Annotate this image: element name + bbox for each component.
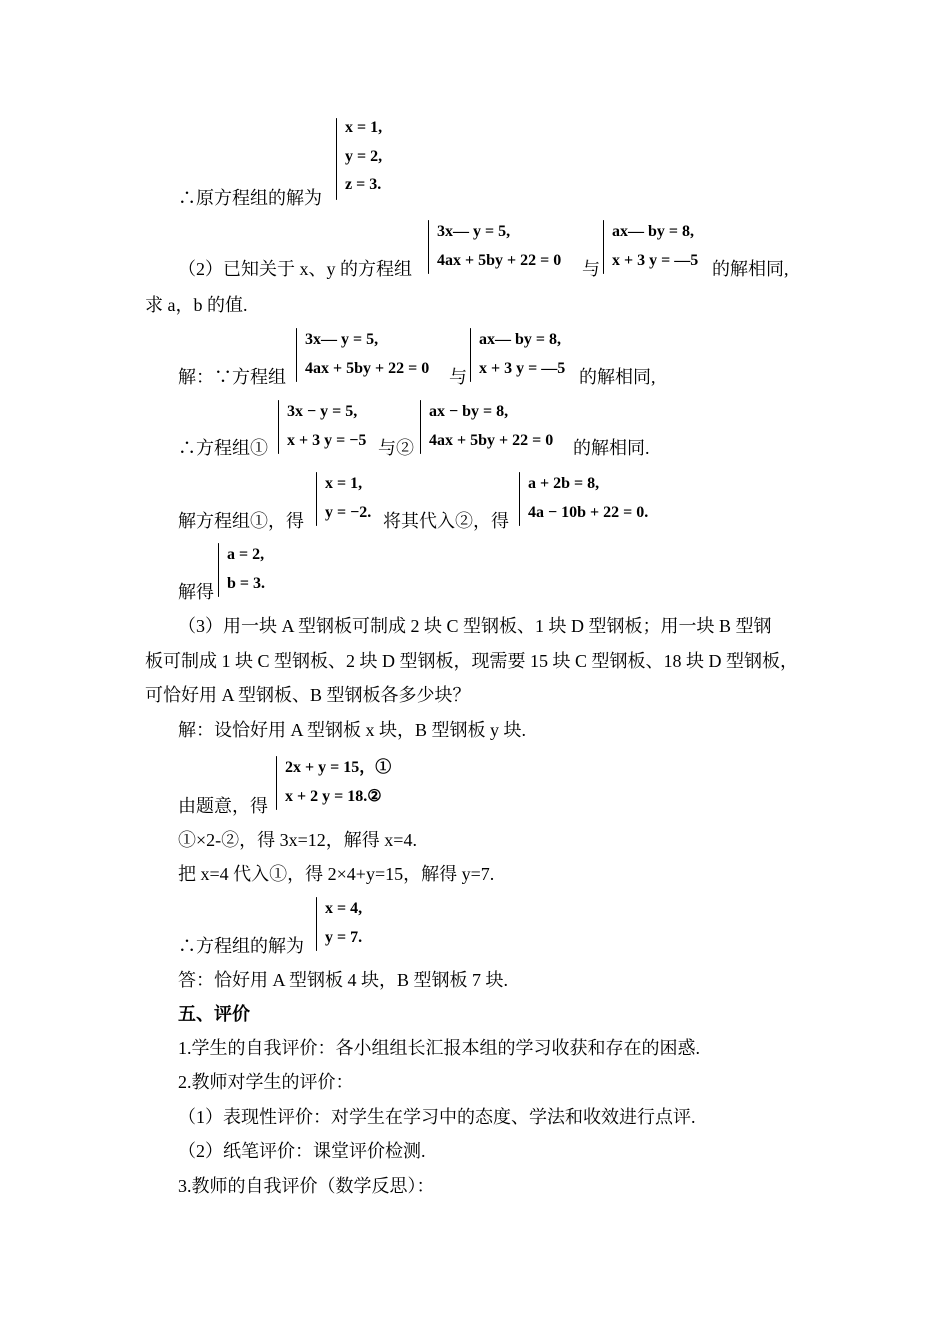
text-line: 的解相同,	[579, 367, 656, 387]
question-3-line: 板可制成 1 块 C 型钢板、2 块 D 型钢板，现需要 15 块 C 型钢板、18 块 D 型钢板，	[145, 651, 799, 671]
brace	[278, 400, 279, 454]
equation: x = 1,	[345, 119, 383, 136]
question-3-line: 可恰好用 A 型钢板、B 型钢板各多少块？	[145, 685, 471, 705]
text-line: 把 x=4 代入①，得 2×4+y=15，解得 y=7.	[178, 864, 495, 884]
equation: 4ax + 5by + 22 = 0	[429, 432, 554, 449]
equation-system-ab	[519, 472, 669, 528]
text-line: （1）表现性评价：对学生在学习中的态度、学法和收效进行点评.	[178, 1107, 696, 1127]
solution-system-ab	[218, 543, 288, 599]
equation: y = 7.	[325, 929, 363, 946]
equation-system-a	[296, 328, 446, 384]
equation: b = 3.	[227, 575, 266, 592]
equation: 3x— y = 5,	[437, 223, 511, 240]
text-line: ①×2-②，得 3x=12，解得 x=4.	[178, 830, 417, 850]
text-line: 将其代入②，得	[383, 511, 509, 531]
brace	[296, 328, 297, 382]
section-heading: 五、评价	[178, 1004, 250, 1024]
answer-line: 答：恰好用 A 型钢板 4 块，B 型钢板 7 块.	[178, 970, 509, 990]
text-connector: 与②	[378, 438, 414, 458]
equation-system-steel	[276, 756, 396, 812]
equation: 3x − y = 5,	[287, 403, 358, 420]
equation: 4ax + 5by + 22 = 0	[437, 252, 562, 269]
equation: x + 2 y = 18.②	[285, 788, 382, 805]
equation-system-b	[470, 328, 580, 384]
brace	[420, 400, 421, 454]
brace	[519, 472, 520, 526]
text-line: ∴方程组的解为	[178, 936, 304, 956]
text-line: 的解相同,	[712, 259, 789, 279]
brace	[603, 220, 604, 274]
equation: x + 3 y = −5	[287, 432, 367, 449]
question-3-line: （3）用一块 A 型钢板可制成 2 块 C 型钢板、1 块 D 型钢板；用一块 B 型钢	[178, 616, 772, 636]
equation-system-a	[428, 220, 578, 276]
text-line: （2）纸笔评价：课堂评价检测.	[178, 1141, 426, 1161]
brace	[470, 328, 471, 382]
equation: 4ax + 5by + 22 = 0	[305, 360, 430, 377]
equation: a = 2,	[227, 546, 265, 563]
brace	[316, 897, 317, 951]
equation: x + 3 y = —5	[479, 360, 566, 377]
text-connector: 与	[449, 367, 467, 387]
solution-system-xy	[316, 472, 386, 528]
brace	[316, 472, 317, 526]
equation: y = −2.	[325, 504, 372, 521]
text-line: 解：设恰好用 A 型钢板 x 块，B 型钢板 y 块.	[178, 720, 527, 740]
equation: x = 1,	[325, 475, 363, 492]
equation: z = 3.	[345, 176, 382, 193]
text-line: 解方程组①，得	[178, 511, 304, 531]
solution-system-xy	[316, 897, 386, 953]
equation: 3x— y = 5,	[305, 331, 379, 348]
text-line: 求 a，b 的值.	[145, 295, 248, 315]
brace	[336, 118, 337, 200]
equation-system-1	[278, 400, 383, 456]
text-line: 2.教师对学生的评价：	[178, 1072, 354, 1092]
equation: x + 3 y = —5	[612, 252, 699, 269]
equation: 4a − 10b + 22 = 0.	[528, 504, 649, 521]
text-connector: 与	[582, 259, 600, 279]
equation: x = 4,	[325, 900, 363, 917]
text-line: ∴原方程组的解为	[178, 188, 322, 208]
text-line: ∴方程组①	[178, 438, 268, 458]
equation-system-b	[603, 220, 713, 276]
equation: a + 2b = 8,	[528, 475, 600, 492]
solution-system-xyz	[336, 118, 396, 202]
text-line: 解：∵方程组	[178, 367, 286, 387]
brace	[276, 756, 277, 810]
text-line: 由题意，得	[178, 796, 268, 816]
equation-system-2	[420, 400, 575, 456]
brace	[428, 220, 429, 274]
text-line: 的解相同.	[573, 438, 650, 458]
question-2-intro: （2）已知关于 x、y 的方程组	[178, 259, 412, 279]
text-line: 解得	[178, 582, 214, 602]
text-line: 1.学生的自我评价：各小组组长汇报本组的学习收获和存在的困惑.	[178, 1038, 700, 1058]
equation: y = 2,	[345, 148, 383, 165]
equation: ax— by = 8,	[479, 331, 562, 348]
equation: ax − by = 8,	[429, 403, 509, 420]
equation: 2x + y = 15，①	[285, 759, 392, 776]
equation: ax— by = 8,	[612, 223, 695, 240]
text-line: 3.教师的自我评价（数学反思）：	[178, 1176, 435, 1196]
brace	[218, 543, 219, 597]
